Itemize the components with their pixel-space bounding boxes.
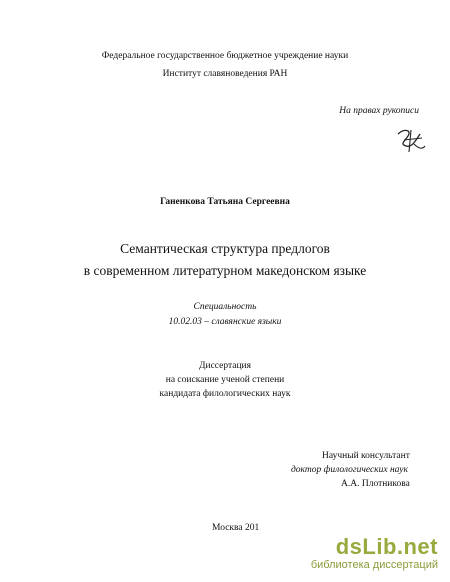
author-name: Ганенкова Татьяна Сергеевна [160,197,290,207]
consultant-name: А.А. Плотникова [341,479,410,489]
specialty-label: Специальность [193,302,257,312]
watermark-subtitle: библиотека диссертаций [310,559,438,571]
organization-line-2: Институт славяноведения РАН [162,69,288,79]
city-year: Москва 201 [212,523,260,533]
dissertation-type: Диссертация [199,361,251,371]
dissertation-degree-line: на соискание ученой степени [165,375,285,385]
specialty-code: 10.02.03 – славянские языки [168,317,282,327]
manuscript-note: На правах рукописи [339,106,419,116]
dissertation-title-line-1: Семантическая структура предлогов [120,241,330,256]
handwritten-signature [394,124,428,156]
consultant-role: Научный консультант [322,451,410,461]
dslib-watermark [310,534,438,576]
watermark-brand: dsLib.net [335,534,438,559]
dissertation-title-line-2: в современном литературном македонском языке [83,263,367,278]
organization-line-1: Федеральное государственное бюджетное учреждение науки [101,51,349,61]
dissertation-degree-field: кандидата филологических наук [159,389,291,399]
consultant-degree: доктор филологических наук [291,465,408,475]
